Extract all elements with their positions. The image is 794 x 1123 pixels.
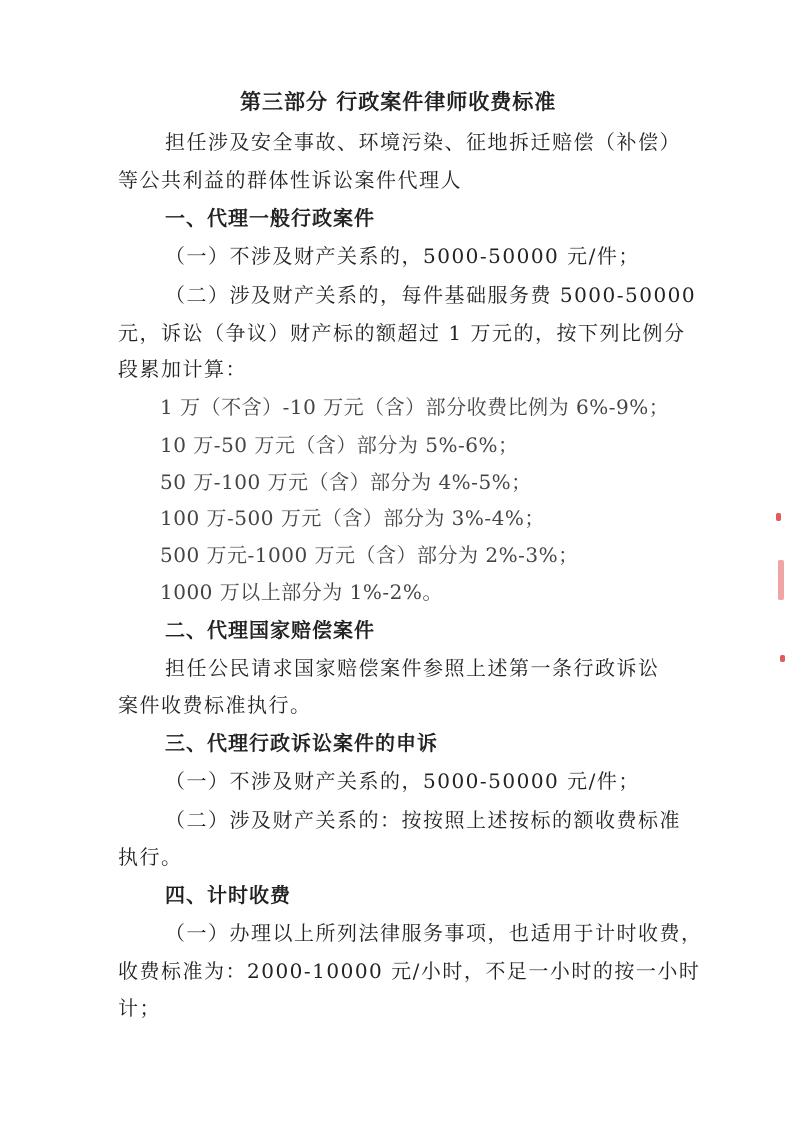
section-3-item-2-line-1: （二）涉及财产关系的：按按照上述按标的额收费标准 [165, 808, 681, 832]
section-3-heading: 三、代理行政诉讼案件的申诉 [165, 731, 438, 755]
seal-edge-mark [778, 560, 784, 600]
fee-tier-6: 1000 万以上部分为 1%-2%。 [160, 580, 443, 604]
seal-edge-mark [776, 513, 781, 521]
intro-text-line-1: 担任涉及安全事故、环境污染、征地拆迁赔偿（补偿） [165, 130, 681, 154]
section-1-item-2-line-3: 段累加计算： [118, 357, 247, 381]
section-4-item-1-line-3: 计； [118, 996, 161, 1020]
section-3-item-1: （一）不涉及财产关系的，5000-50000 元/件； [165, 769, 640, 793]
intro-text-line-2: 等公共利益的群体性诉讼案件代理人 [118, 168, 462, 192]
fee-tier-1: 1 万（不含）-10 万元（含）部分收费比例为 6%-9%； [160, 395, 670, 419]
section-2-text-line-2: 案件收费标准执行。 [118, 693, 312, 717]
fee-tier-5: 500 万元-1000 万元（含）部分为 2%-3%； [160, 543, 579, 567]
section-1-item-2-line-1: （二）涉及财产关系的，每件基础服务费 5000-50000 [165, 283, 697, 307]
section-4-item-1-line-2: 收费标准为：2000-10000 元/小时，不足一小时的按一小时 [118, 959, 701, 983]
section-2-text-line-1: 担任公民请求国家赔偿案件参照上述第一条行政诉讼 [165, 656, 660, 680]
section-3-item-2-line-2: 执行。 [118, 845, 183, 869]
seal-edge-mark [780, 655, 785, 662]
section-1-heading: 一、代理一般行政案件 [165, 206, 375, 230]
fee-tier-4: 100 万-500 万元（含）部分为 3%-4%； [160, 506, 545, 530]
page-title: 第三部分 行政案件律师收费标准 [240, 90, 557, 114]
section-4-heading: 四、计时收费 [165, 883, 291, 907]
section-2-heading: 二、代理国家赔偿案件 [165, 618, 375, 642]
section-1-item-1: （一）不涉及财产关系的，5000-50000 元/件； [165, 244, 640, 268]
section-1-item-2-line-2: 元，诉讼（争议）财产标的额超过 1 万元的，按下列比例分 [118, 321, 686, 345]
section-4-item-1-line-1: （一）办理以上所列法律服务事项，也适用于计时收费， [165, 921, 703, 945]
fee-tier-2: 10 万-50 万元（含）部分为 5%-6%； [160, 433, 519, 457]
fee-tier-3: 50 万-100 万元（含）部分为 4%-5%； [160, 470, 532, 494]
